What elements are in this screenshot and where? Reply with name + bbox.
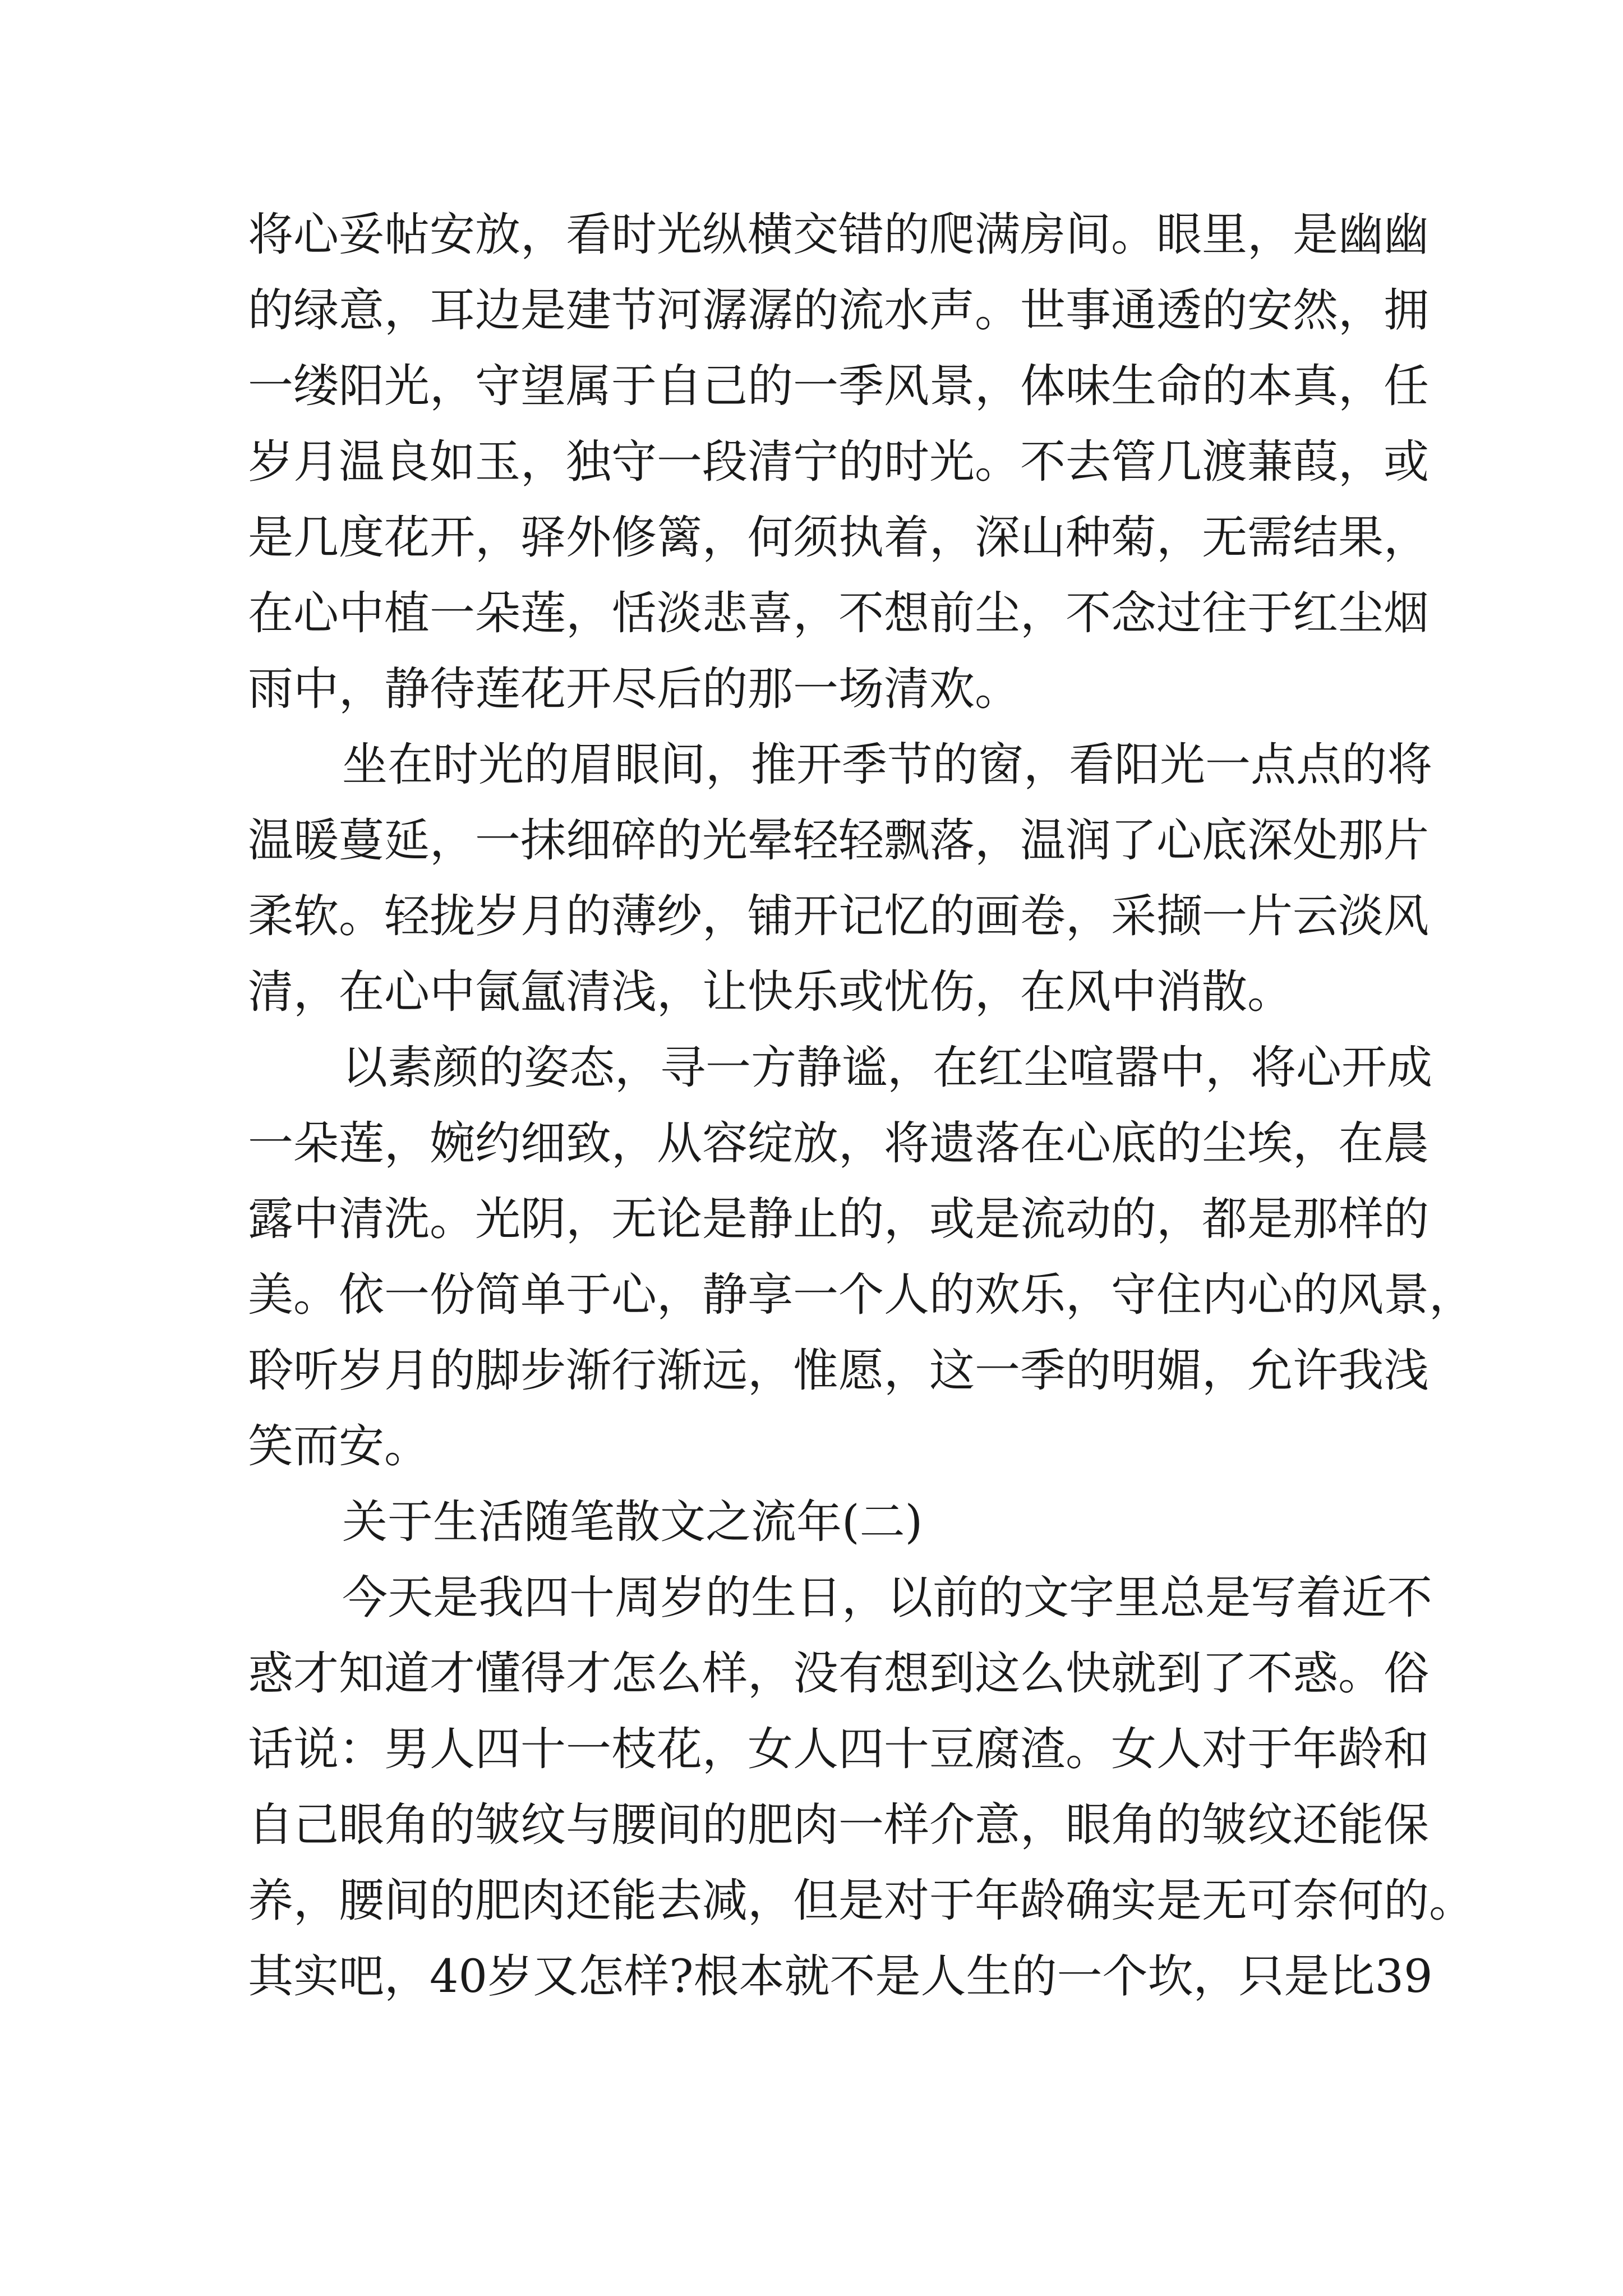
text-line: 笑而安。 <box>248 1420 430 1473</box>
text-line: 清，在心中氤氲清浅，让快乐或忧伤，在风中消散。 <box>248 966 1293 1019</box>
text-line: 一缕阳光，守望属于自己的一季风景，体味生命的本真，任 <box>248 360 1430 413</box>
text-line: 一朵莲，婉约细致，从容绽放，将遗落在心底的尘埃，在晨 <box>248 1117 1430 1170</box>
text-line: 聆听岁月的脚步渐行渐远，惟愿，这一季的明媚，允许我浅 <box>248 1345 1430 1397</box>
text-line: 自己眼角的皱纹与腰间的肥肉一样介意，眼角的皱纹还能保 <box>248 1799 1430 1852</box>
text-line: 其实吧，40岁又怎样?根本就不是人生的一个坎，只是比39 <box>248 1950 1433 2003</box>
text-line: 美。依一份简单于心，静享一个人的欢乐，守住内心的风景， <box>248 1269 1475 1322</box>
text-line: 话说：男人四十一枝花，女人四十豆腐渣。女人对于年龄和 <box>248 1723 1430 1776</box>
text-line: 岁月温良如玉，独守一段清宁的时光。不去管几渡蒹葭，或 <box>248 436 1430 489</box>
paragraph-first-line: 今天是我四十周岁的生日，以前的文字里总是写着近不 <box>342 1572 1433 1625</box>
text-line: 雨中，静待莲花开尽后的那一场清欢。 <box>248 663 1021 716</box>
text-line: 柔软。轻拢岁月的薄纱，铺开记忆的画卷，采撷一片云淡风 <box>248 890 1430 943</box>
section-heading: 关于生活随笔散文之流年(二) <box>342 1496 923 1549</box>
text-line: 的绿意，耳边是建节河潺潺的流水声。世事通透的安然，拥 <box>248 284 1430 337</box>
text-line: 在心中植一朵莲，恬淡悲喜，不想前尘，不念过往于红尘烟 <box>248 587 1430 640</box>
text-line: 露中清洗。光阴，无论是静止的，或是流动的，都是那样的 <box>248 1193 1430 1246</box>
text-line: 将心妥帖安放，看时光纵横交错的爬满房间。眼里，是幽幽 <box>248 209 1430 261</box>
paragraph-first-line: 以素颜的姿态，寻一方静谧，在红尘喧嚣中，将心开成 <box>342 1042 1433 1094</box>
text-line: 是几度花开，驿外修篱，何须执着，深山种菊，无需结果， <box>248 512 1430 564</box>
paragraph-first-line: 坐在时光的眉眼间，推开季节的窗，看阳光一点点的将 <box>342 739 1433 792</box>
text-line: 惑才知道才懂得才怎么样，没有想到这么快就到了不惑。俗 <box>248 1648 1430 1700</box>
text-line: 养，腰间的肥肉还能去减，但是对于年龄确实是无可奈何的。 <box>248 1875 1475 1927</box>
body-text <box>248 197 1475 2015</box>
text-line: 温暖蔓延，一抹细碎的光晕轻轻飘落，温润了心底深处那片 <box>248 815 1430 867</box>
